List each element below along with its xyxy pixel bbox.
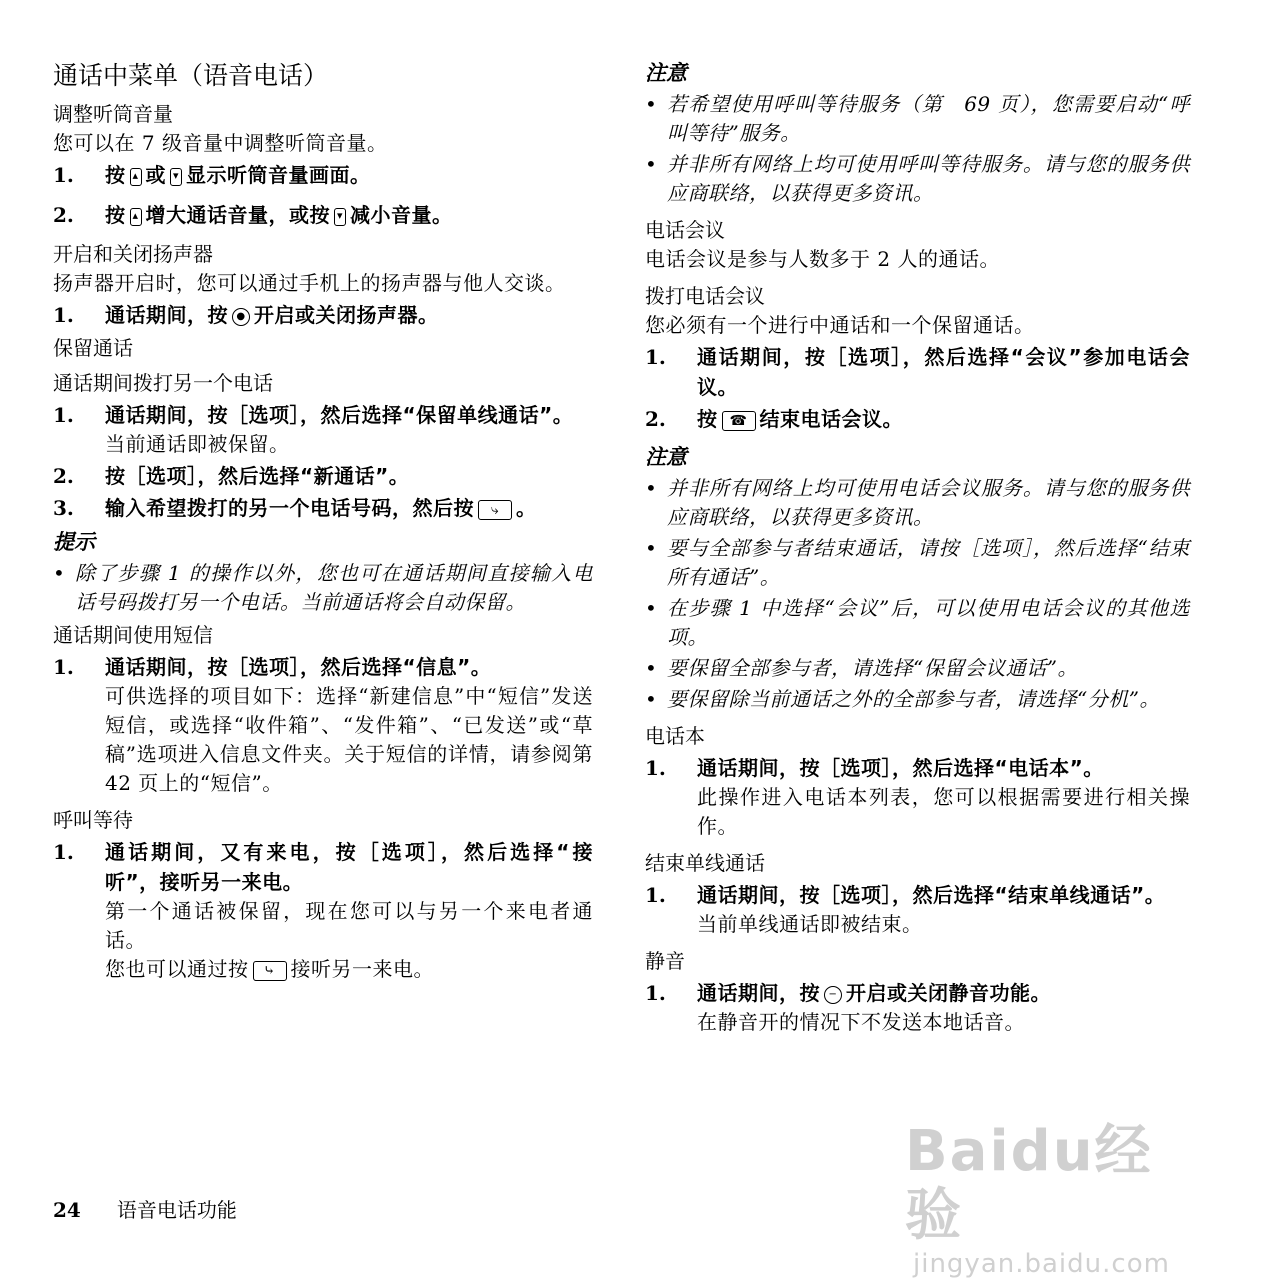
- section-heading-waiting: 呼叫等待: [53, 808, 133, 832]
- note-item: [645, 594, 1190, 652]
- note-item: [645, 90, 1190, 148]
- bullet-mark: •: [645, 596, 658, 620]
- note-text: 并非所有网络上均可使用呼叫等待服务。请与您的服务供应商联络，以获得更多资讯。: [667, 152, 1190, 205]
- bullet-mark: •: [645, 476, 658, 500]
- step-detail: 此操作进入电话本列表，您可以根据需要进行相关操作。: [697, 785, 1190, 838]
- step-text: 按: [105, 163, 126, 187]
- step-number: 1.: [645, 883, 666, 907]
- tip-title: 提示: [53, 529, 95, 554]
- step-conference-2: [645, 404, 1190, 434]
- left-column: [53, 56, 593, 984]
- volume-up-key-icon: ▴: [130, 168, 142, 186]
- baidu-watermark: [905, 1119, 1205, 1279]
- step-waiting-1: [53, 837, 593, 897]
- step-text: 增大通话音量，或按: [145, 203, 330, 227]
- step-detail-2: [53, 955, 593, 984]
- step-text: 按［选项］，然后选择“新通话”。: [105, 464, 410, 488]
- step-number: 2.: [53, 203, 74, 227]
- step-hold-2: [53, 461, 593, 491]
- step-text: 通话期间，又有来电，按［选项］，然后选择“接听”，接听另一来电。: [105, 840, 593, 894]
- step-speaker-1: [53, 300, 593, 330]
- note-item: [645, 685, 1190, 714]
- step-text: 通话期间，按［选项］，然后选择“保留单线通话”。: [105, 403, 574, 427]
- note-item: [645, 534, 1190, 592]
- step-mute-1: [645, 978, 1190, 1008]
- step-text: 或: [145, 163, 166, 187]
- bullet-mark: •: [645, 92, 658, 116]
- step-text: 按: [697, 407, 718, 431]
- step-text: 减小音量。: [350, 203, 453, 227]
- step-result: 当前单线通话即被结束。: [697, 912, 923, 936]
- step-end-single-1: [645, 880, 1190, 910]
- page-title: 通话中菜单（语音电话）: [53, 61, 329, 90]
- note-title: 注意: [645, 60, 687, 85]
- step-text: 您也可以通过按: [105, 957, 249, 981]
- step-volume-1: [53, 160, 593, 190]
- step-number: 1.: [645, 756, 666, 780]
- step-number: 1.: [645, 981, 666, 1005]
- note-text: 若希望使用呼叫等待服务（第 69 页），您需要启动“呼叫等待”服务。: [667, 92, 1190, 145]
- chapter-name: 语音电话功能: [116, 1198, 237, 1222]
- section-heading-sms: 通话期间使用短信: [53, 623, 213, 647]
- step-detail: 第一个通话被保留，现在您可以与另一个来电者通话。: [105, 899, 593, 952]
- watermark-logo: Baidu经验: [905, 1119, 1153, 1248]
- step-hold-1: [53, 400, 593, 430]
- section-heading-make-conference: 拨打电话会议: [645, 284, 765, 308]
- bullet-mark: •: [53, 561, 66, 585]
- step-number: 1.: [53, 163, 74, 187]
- note-text: 在步骤 1 中选择“会议”后，可以使用电话会议的其他选项。: [667, 596, 1190, 649]
- tip-text: 除了步骤 1 的操作以外，您也可在通话期间直接输入电话号码拨打另一个电话。当前通话将会自动保留。: [75, 561, 593, 614]
- step-text: 通话期间，按［选项］，然后选择“结束单线通话”。: [697, 883, 1166, 907]
- step-number: 1.: [53, 303, 74, 327]
- step-phonebook-1: [645, 753, 1190, 783]
- step-text: 结束电话会议。: [759, 407, 903, 431]
- step-hold-3: [53, 493, 593, 523]
- step-detail: 可供选择的项目如下：选择“新建信息”中“短信”发送短信，或选择“收件箱”、“发件箱”、“已发送”或“草稿”选项进入信息文件夹。关于短信的详情，请参阅第 42 页上的“短信”。: [105, 684, 593, 795]
- bullet-mark: •: [645, 536, 658, 560]
- center-key-icon: ●: [232, 308, 250, 326]
- section-heading-conference: 电话会议: [645, 218, 725, 242]
- section-intro-speaker: 扬声器开启时，您可以通过手机上的扬声器与他人交谈。: [53, 271, 566, 295]
- step-text: 显示听筒音量画面。: [186, 163, 371, 187]
- step-number: 1.: [645, 345, 666, 369]
- section-heading-volume: 调整听筒音量: [53, 102, 173, 126]
- section-heading-hold: 保留通话: [53, 336, 133, 360]
- right-column: [645, 56, 1190, 1037]
- section-heading-phonebook: 电话本: [645, 724, 705, 748]
- send-key-icon: ⤷: [478, 500, 512, 520]
- watermark-url: jingyan.baidu.com: [913, 1249, 1170, 1279]
- step-text: 通话期间，按［选项］，然后选择“电话本”。: [697, 756, 1104, 780]
- end-key-icon: ☎: [722, 411, 756, 431]
- section-intro-volume: 您可以在 7 级音量中调整听筒音量。: [53, 131, 388, 155]
- step-number: 1.: [53, 403, 74, 427]
- note-text: 要保留全部参与者，请选择“保留会议通话”。: [667, 656, 1078, 680]
- step-text: 接听另一来电。: [290, 957, 434, 981]
- section-intro-make-conference: 您必须有一个进行中通话和一个保留通话。: [645, 313, 1035, 337]
- tip-item: [53, 559, 593, 617]
- step-text: 通话期间，按: [105, 303, 228, 327]
- section-intro-conference: 电话会议是参与人数多于 2 人的通话。: [645, 247, 1000, 271]
- step-text: 开启或关闭扬声器。: [254, 303, 439, 327]
- step-number: 2.: [645, 407, 666, 431]
- note-item: [645, 474, 1190, 532]
- mute-key-icon: −: [824, 986, 842, 1004]
- step-text: 按: [105, 203, 126, 227]
- subsection-heading-hold: 通话期间拨打另一个电话: [53, 371, 273, 395]
- bullet-mark: •: [645, 152, 658, 176]
- note-text: 要与全部参与者结束通话，请按［选项］，然后选择“结束所有通话”。: [667, 536, 1190, 589]
- section-heading-end-single: 结束单线通话: [645, 851, 765, 875]
- volume-up-key-icon: ▴: [130, 208, 142, 226]
- step-text: 开启或关闭静音功能。: [846, 981, 1051, 1005]
- note-text: 并非所有网络上均可使用电话会议服务。请与您的服务供应商联络，以获得更多资讯。: [667, 476, 1190, 529]
- page-number: 24: [53, 1198, 81, 1222]
- page-footer: [53, 1196, 237, 1224]
- step-detail: 在静音开的情况下不发送本地话音。: [697, 1010, 1025, 1034]
- note-text: 要保留除当前通话之外的全部参与者，请选择“分机”。: [667, 687, 1160, 711]
- bullet-mark: •: [645, 656, 658, 680]
- step-text: 。: [516, 496, 537, 520]
- note-item: [645, 150, 1190, 208]
- step-number: 2.: [53, 464, 74, 488]
- step-number: 3.: [53, 496, 74, 520]
- step-number: 1.: [53, 840, 74, 864]
- step-text: 通话期间，按［选项］，然后选择“会议”参加电话会议。: [697, 345, 1190, 399]
- step-text: 通话期间，按［选项］，然后选择“信息”。: [105, 655, 492, 679]
- step-text: 通话期间，按: [697, 981, 820, 1005]
- step-conference-1: [645, 342, 1190, 402]
- section-heading-mute: 静音: [645, 949, 685, 973]
- step-sms-1: [53, 652, 593, 682]
- send-key-icon: ⤷: [253, 961, 287, 981]
- step-result: 当前通话即被保留。: [105, 432, 290, 456]
- step-number: 1.: [53, 655, 74, 679]
- step-text: 输入希望拨打的另一个电话号码，然后按: [105, 496, 474, 520]
- note-title: 注意: [645, 444, 687, 469]
- volume-down-key-icon: ▾: [334, 208, 346, 226]
- volume-down-key-icon: ▾: [170, 168, 182, 186]
- section-heading-speaker: 开启和关闭扬声器: [53, 242, 213, 266]
- note-item: [645, 654, 1190, 683]
- bullet-mark: •: [645, 687, 658, 711]
- step-volume-2: [53, 200, 593, 230]
